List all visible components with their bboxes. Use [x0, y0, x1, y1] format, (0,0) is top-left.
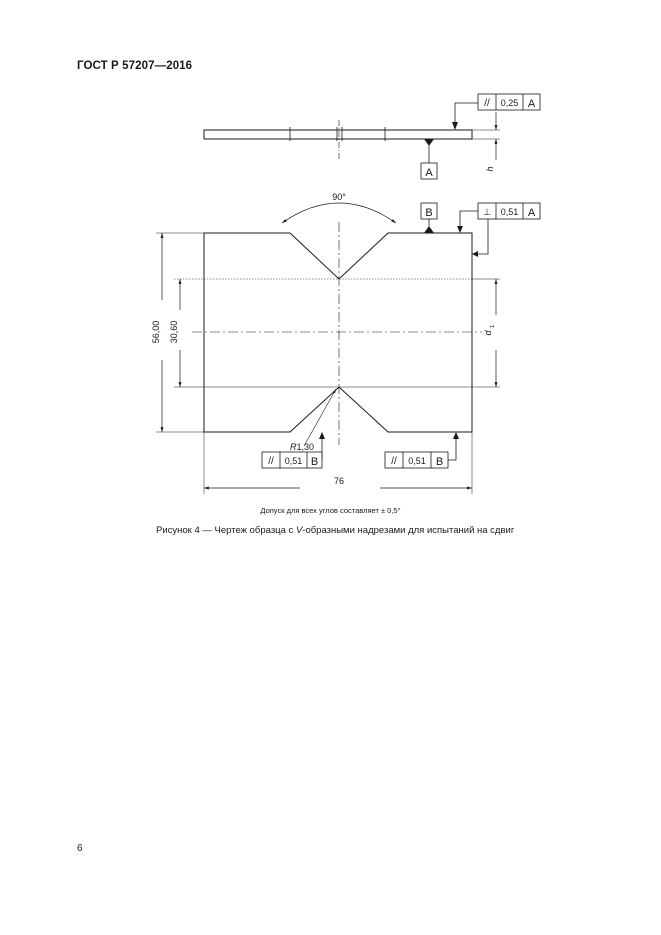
front-view: [156, 203, 500, 494]
radius-label: R1,30: [290, 442, 315, 452]
parallelism-frame-bottom-right: [385, 452, 448, 468]
perpendicularity-symbol: ⊥: [483, 207, 491, 217]
svg-text:0,51: 0,51: [284, 456, 303, 466]
datum-a-box: [421, 163, 437, 179]
datum-b-box: [421, 203, 437, 219]
parallelism-datum: A: [527, 98, 536, 110]
specimen-outline: [204, 233, 472, 432]
angle-tolerance-note: Допуск для всех углов составляет ± 0,5°: [260, 506, 401, 515]
perpendicularity-datum: A: [527, 207, 536, 219]
svg-text:B: B: [435, 456, 444, 468]
width-dimension-label: 76: [333, 476, 345, 486]
perpendicularity-frame: [478, 203, 540, 219]
parallelism-frame-top: [478, 94, 540, 110]
d-label: d: [483, 330, 493, 336]
svg-text://: //: [268, 456, 274, 467]
parallelism-symbol: //: [484, 98, 490, 109]
top-view: [204, 103, 500, 163]
d-subscript: 1: [490, 324, 496, 328]
svg-text://: //: [391, 456, 397, 467]
parallelism-frame-bottom-left: [262, 452, 322, 468]
datum-b-label: B: [425, 207, 433, 219]
notch-distance-label: 30,60: [169, 320, 179, 344]
top-view-plate: [204, 130, 472, 139]
datum-a-label: A: [425, 167, 433, 179]
parallelism-value: 0,25: [500, 98, 519, 108]
height-dimension-label: 56,00: [151, 320, 161, 344]
document-header: ГОСТ Р 57207—2016: [77, 60, 193, 72]
angle-label: 90°: [332, 192, 346, 202]
svg-text:0,51: 0,51: [408, 456, 426, 466]
page-number: 6: [77, 843, 83, 854]
d1-dimension-label: [483, 324, 496, 336]
svg-text:B: B: [310, 456, 319, 468]
figure-caption: Рисунок 4 — Чертеж образца с V-образными надрезами для испытаний на сдвиг: [156, 525, 515, 536]
thickness-label: h: [485, 166, 495, 172]
perpendicularity-value: 0,51: [500, 207, 519, 217]
